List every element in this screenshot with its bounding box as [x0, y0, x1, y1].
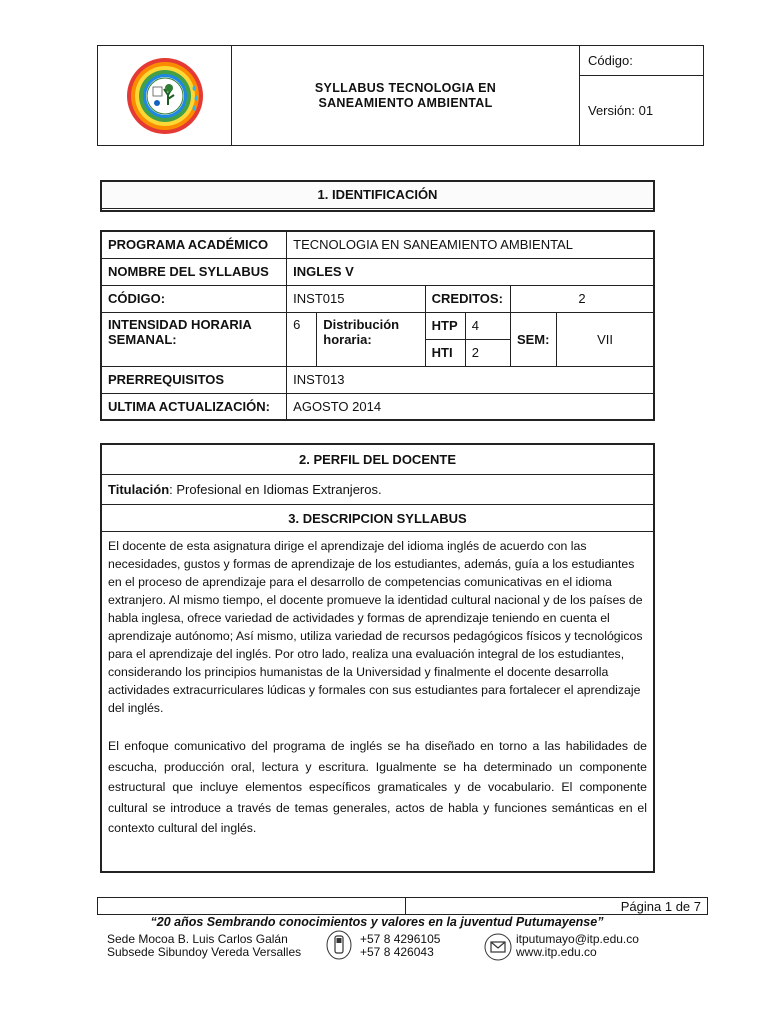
paragraph-line: actividades extracurriculares lúdicas y formales con sus estudiantes para fortalecer el aprendizaje [108, 683, 641, 697]
table-row [101, 258, 654, 285]
table-row [101, 231, 654, 258]
codigo-value: INST015 [287, 285, 425, 312]
phone-icon [326, 930, 352, 960]
document-header [97, 45, 704, 146]
footer-phone-1: +57 8 4296105 [360, 932, 441, 946]
sem-value: VII [557, 312, 654, 366]
paragraph-line: extranjero. Al mismo tiempo, el docente promueve la identidad cultural nacional y de los países de [108, 593, 643, 607]
intensidad-value: 6 [287, 312, 317, 366]
table-row [101, 285, 654, 312]
codigo-label: CÓDIGO: [101, 285, 287, 312]
paragraph-line: considerando los principios humanistas de la Universidad y finalmente el docente desarrolla [108, 665, 609, 679]
paragraph-line: para el aprendizaje del inglés. Por otro lado, realiza una evaluación integral de los estudiantes, [108, 647, 625, 661]
nombre-value: INGLES V [287, 258, 654, 285]
creditos-value: 2 [510, 285, 654, 312]
footer-divider [405, 898, 406, 914]
footer-slogan: “20 años Sembrando conocimientos y valores en la juventud Putumayense” [150, 915, 604, 929]
institution-logo [124, 55, 206, 137]
footer-web[interactable]: www.itp.edu.co [516, 945, 597, 959]
descripcion-paragraph-1 [108, 537, 647, 717]
footer-sede-1: Sede Mocoa B. Luis Carlos Galán [107, 932, 288, 946]
paragraph-line: necesidades, gustos y formas de aprendizaje de los estudiantes, además, guía a los estudiantes [108, 557, 635, 571]
paragraph-line: habla inglesa, ofrece variedad de actividades y formas de aprendizaje teniendo en cuenta el [108, 611, 610, 625]
actualizacion-value: AGOSTO 2014 [287, 393, 654, 420]
descripcion-paragraph-2: El enfoque comunicativo del programa de inglés se ha diseñado en torno a las habilidades de escucha, producción oral, lectura y escritura. Igualmente se ha determinado un componente estructural que incluye elementos específicos gramaticales y de vocabulario. El componente cultural se introduce a través de temas generales, actos de habla y funciones semánticas en el contexto cultural del inglés. [108, 739, 647, 835]
footer-sede-2: Subsede Sibundoy Vereda Versalles [107, 945, 302, 959]
table-row [101, 312, 654, 339]
programa-value: TECNOLOGIA EN SANEAMIENTO AMBIENTAL [287, 231, 654, 258]
header-codigo: Código: [580, 46, 704, 76]
header-version: Versión: 01 [580, 76, 704, 146]
identificacion-heading: 1. IDENTIFICACIÓN [102, 182, 653, 209]
footer-phone-2: +57 8 426043 [360, 945, 434, 959]
page-number: Página 1 de 7 [620, 899, 701, 914]
prerrequisitos-value: INST013 [287, 366, 654, 393]
table-row [101, 393, 654, 420]
footer-email[interactable]: itputumayo@itp.edu.co [516, 932, 639, 946]
paragraph-line: en el proceso de aprendizaje para el desarrollo de competencias comunicativas en el idioma [108, 575, 612, 589]
sem-label: SEM: [510, 312, 556, 366]
perfil-section [100, 443, 655, 873]
actualizacion-label: ULTIMA ACTUALIZACIÓN: [101, 393, 287, 420]
titulacion-value: : Profesional en Idiomas Extranjeros. [169, 482, 382, 497]
perfil-heading: 2. PERFIL DEL DOCENTE [102, 445, 653, 475]
distribucion-label: Distribución horaria: [317, 312, 425, 366]
hti-value: 2 [465, 339, 510, 366]
programa-label: PROGRAMA ACADÉMICO [101, 231, 287, 258]
identificacion-heading-box [100, 180, 655, 212]
table-row [101, 366, 654, 393]
logo-cell [98, 46, 232, 146]
mail-icon [484, 933, 512, 961]
titulacion-row [102, 475, 653, 505]
footer-page-box [97, 897, 708, 915]
identificacion-table [100, 230, 655, 421]
paragraph-line: aprendizaje autónomo; Así mismo, utiliza variedad de recursos pedagógicos físicos y tecnológicos [108, 629, 643, 643]
intensidad-label: INTENSIDAD HORARIA SEMANAL: [101, 312, 287, 366]
paragraph-line: El docente de esta asignatura dirige el aprendizaje del idioma inglés de acuerdo con las [108, 539, 587, 553]
descripcion-body [102, 532, 653, 839]
descripcion-heading: 3. DESCRIPCION SYLLABUS [102, 505, 653, 532]
htp-value: 4 [465, 312, 510, 339]
prerrequisitos-label: PRERREQUISITOS [101, 366, 287, 393]
paragraph-line: del inglés. [108, 701, 164, 715]
creditos-label: CREDITOS: [425, 285, 510, 312]
titulacion-label: Titulación [108, 482, 170, 497]
htp-label: HTP [425, 312, 465, 339]
hti-label: HTI [425, 339, 465, 366]
nombre-label: NOMBRE DEL SYLLABUS [101, 258, 287, 285]
header-title: SYLLABUS TECNOLOGIA EN SANEAMIENTO AMBIENTAL [232, 46, 580, 146]
